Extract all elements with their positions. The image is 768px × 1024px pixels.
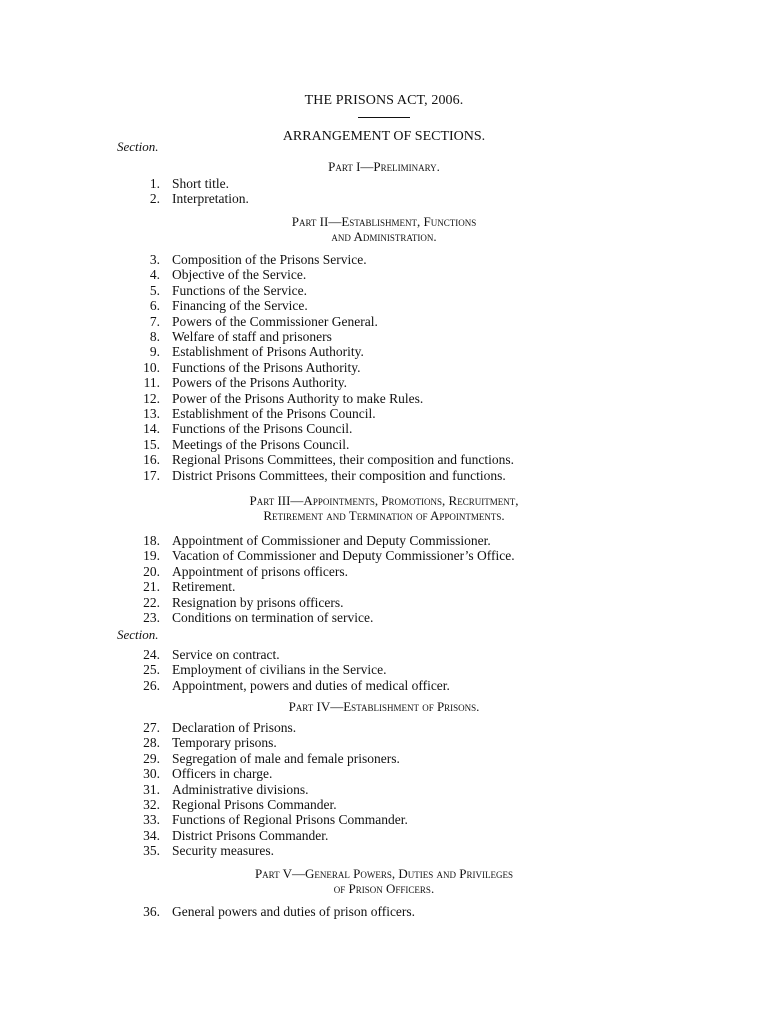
section-entry bbox=[0, 797, 768, 812]
section-number: 36. bbox=[143, 904, 160, 919]
section-title: Retirement. bbox=[172, 579, 236, 595]
section-title: Regional Prisons Commander. bbox=[172, 797, 337, 812]
section-number: 30. bbox=[143, 766, 160, 782]
part-heading bbox=[0, 699, 768, 714]
section-entry bbox=[0, 344, 768, 359]
section-title: Administrative divisions. bbox=[172, 781, 309, 797]
section-number: 8. bbox=[149, 329, 160, 344]
section-number: 3. bbox=[149, 252, 160, 267]
section-entry bbox=[0, 904, 768, 919]
section-number: 31. bbox=[143, 781, 160, 797]
section-entry bbox=[0, 828, 768, 843]
section-entry bbox=[0, 421, 768, 436]
part-heading bbox=[0, 493, 768, 523]
section-title: Vacation of Commissioner and Deputy Commissioner’s Office. bbox=[172, 548, 515, 564]
section-entry bbox=[0, 298, 768, 313]
section-number: 6. bbox=[149, 298, 160, 314]
section-title: Establishment of the Prisons Council. bbox=[172, 406, 376, 421]
section-number: 35. bbox=[143, 843, 160, 859]
section-title: Short title. bbox=[172, 176, 229, 191]
section-title: Service on contract. bbox=[172, 647, 280, 662]
section-entry bbox=[0, 720, 768, 735]
section-entry bbox=[0, 252, 768, 267]
section-title: Composition of the Prisons Service. bbox=[172, 252, 367, 267]
section-number: 1. bbox=[149, 176, 160, 191]
section-number: 13. bbox=[143, 406, 160, 421]
section-entry bbox=[0, 595, 768, 610]
section-number: 16. bbox=[143, 452, 160, 468]
section-entry bbox=[0, 375, 768, 390]
section-entry bbox=[0, 329, 768, 344]
section-title: Employment of civilians in the Service. bbox=[172, 662, 387, 678]
section-entry bbox=[0, 751, 768, 766]
part-heading-line: Part III—Appointments, Promotions, Recruitment, bbox=[249, 493, 519, 508]
section-number: 28. bbox=[143, 735, 160, 751]
section-entry bbox=[0, 267, 768, 282]
part-heading-line: Retirement and Termination of Appointments. bbox=[263, 508, 505, 523]
section-entry bbox=[0, 662, 768, 677]
part-heading-line: Part V—General Powers, Duties and Privileges bbox=[254, 866, 514, 881]
section-column-label-repeat: Section. bbox=[117, 627, 159, 642]
section-title: Appointment of prisons officers. bbox=[172, 563, 348, 579]
section-entry bbox=[0, 579, 768, 594]
section-entry bbox=[0, 176, 768, 191]
section-title: Financing of the Service. bbox=[172, 298, 308, 314]
section-number: 27. bbox=[143, 720, 160, 735]
section-entry bbox=[0, 766, 768, 781]
section-entry bbox=[0, 533, 768, 548]
document-title: THE PRISONS ACT, 2006. bbox=[304, 93, 464, 108]
section-title: Functions of the Prisons Authority. bbox=[172, 359, 361, 375]
section-title: Segregation of male and female prisoners. bbox=[172, 750, 400, 766]
section-number: 18. bbox=[143, 533, 160, 548]
section-title: Regional Prisons Committees, their composition and functions. bbox=[172, 452, 514, 468]
section-title: Interpretation. bbox=[172, 191, 249, 207]
section-entry bbox=[0, 678, 768, 693]
section-entry bbox=[0, 360, 768, 375]
section-title: Resignation by prisons officers. bbox=[172, 594, 344, 610]
section-number: 11. bbox=[143, 375, 160, 391]
section-entry bbox=[0, 735, 768, 750]
section-entry bbox=[0, 191, 768, 206]
section-number: 21. bbox=[143, 579, 160, 595]
section-entry bbox=[0, 564, 768, 579]
section-entry bbox=[0, 283, 768, 298]
section-number: 4. bbox=[149, 267, 160, 283]
section-title: Conditions on termination of service. bbox=[172, 610, 374, 625]
section-column-label: Section. bbox=[117, 139, 159, 154]
section-entry bbox=[0, 843, 768, 858]
section-title: District Prisons Commander. bbox=[172, 827, 329, 843]
section-number: 33. bbox=[143, 812, 160, 828]
section-number: 19. bbox=[143, 548, 160, 564]
section-number: 29. bbox=[143, 750, 160, 766]
section-title: Meetings of the Prisons Council. bbox=[172, 436, 350, 452]
section-number: 17. bbox=[143, 467, 160, 483]
title-rule bbox=[358, 117, 410, 118]
section-title: Appointment of Commissioner and Deputy Commissioner. bbox=[172, 533, 491, 548]
section-entry bbox=[0, 468, 768, 483]
section-entry bbox=[0, 391, 768, 406]
section-number: 34. bbox=[143, 827, 160, 843]
section-number: 2. bbox=[149, 191, 160, 207]
section-title: Powers of the Prisons Authority. bbox=[172, 375, 347, 391]
part-heading-line: of Prison Officers. bbox=[333, 881, 435, 896]
part-heading bbox=[0, 214, 768, 244]
section-number: 22. bbox=[143, 594, 160, 610]
part-heading-line: Part II—Establishment, Functions bbox=[291, 214, 477, 229]
section-title: Security measures. bbox=[172, 843, 274, 859]
section-number: 26. bbox=[143, 677, 160, 693]
section-title: Appointment, powers and duties of medical officer. bbox=[172, 677, 450, 693]
section-title: Powers of the Commissioner General. bbox=[172, 313, 378, 329]
section-title: Establishment of Prisons Authority. bbox=[172, 344, 364, 360]
section-title: Functions of the Prisons Council. bbox=[172, 421, 353, 437]
section-number: 23. bbox=[143, 610, 160, 625]
section-title: Functions of Regional Prisons Commander. bbox=[172, 812, 408, 828]
part-heading-line: and Administration. bbox=[331, 229, 437, 244]
section-title: Declaration of Prisons. bbox=[172, 720, 297, 735]
section-entry bbox=[0, 548, 768, 563]
section-number: 32. bbox=[143, 797, 160, 812]
section-title: District Prisons Committees, their composition and functions. bbox=[172, 467, 506, 483]
section-entry bbox=[0, 314, 768, 329]
section-number: 9. bbox=[149, 344, 160, 360]
section-title: Objective of the Service. bbox=[172, 267, 307, 283]
section-entry bbox=[0, 437, 768, 452]
section-title: Temporary prisons. bbox=[172, 735, 277, 751]
arrangement-title: ARRANGEMENT OF SECTIONS. bbox=[282, 129, 486, 144]
section-title: Welfare of staff and prisoners bbox=[172, 329, 332, 344]
section-number: 25. bbox=[143, 662, 160, 678]
section-number: 15. bbox=[143, 436, 160, 452]
section-number: 7. bbox=[149, 313, 160, 329]
section-number: 12. bbox=[143, 390, 160, 406]
part-heading-line: Part I—Preliminary. bbox=[328, 159, 440, 174]
section-title: Officers in charge. bbox=[172, 766, 273, 782]
section-title: Power of the Prisons Authority to make Rules. bbox=[172, 390, 424, 406]
section-title: General powers and duties of prison officers. bbox=[172, 904, 416, 919]
section-number: 10. bbox=[143, 359, 160, 375]
section-entry bbox=[0, 812, 768, 827]
section-entry bbox=[0, 406, 768, 421]
part-heading-line: Part IV—Establishment of Prisons. bbox=[288, 699, 480, 714]
section-entry bbox=[0, 610, 768, 625]
section-number: 24. bbox=[143, 647, 160, 662]
section-number: 14. bbox=[143, 421, 160, 437]
section-title: Functions of the Service. bbox=[172, 282, 307, 298]
section-entry bbox=[0, 452, 768, 467]
section-number: 20. bbox=[143, 563, 160, 579]
section-number: 5. bbox=[149, 282, 160, 298]
section-entry bbox=[0, 647, 768, 662]
part-heading bbox=[0, 159, 768, 174]
part-heading bbox=[0, 866, 768, 896]
section-entry bbox=[0, 782, 768, 797]
